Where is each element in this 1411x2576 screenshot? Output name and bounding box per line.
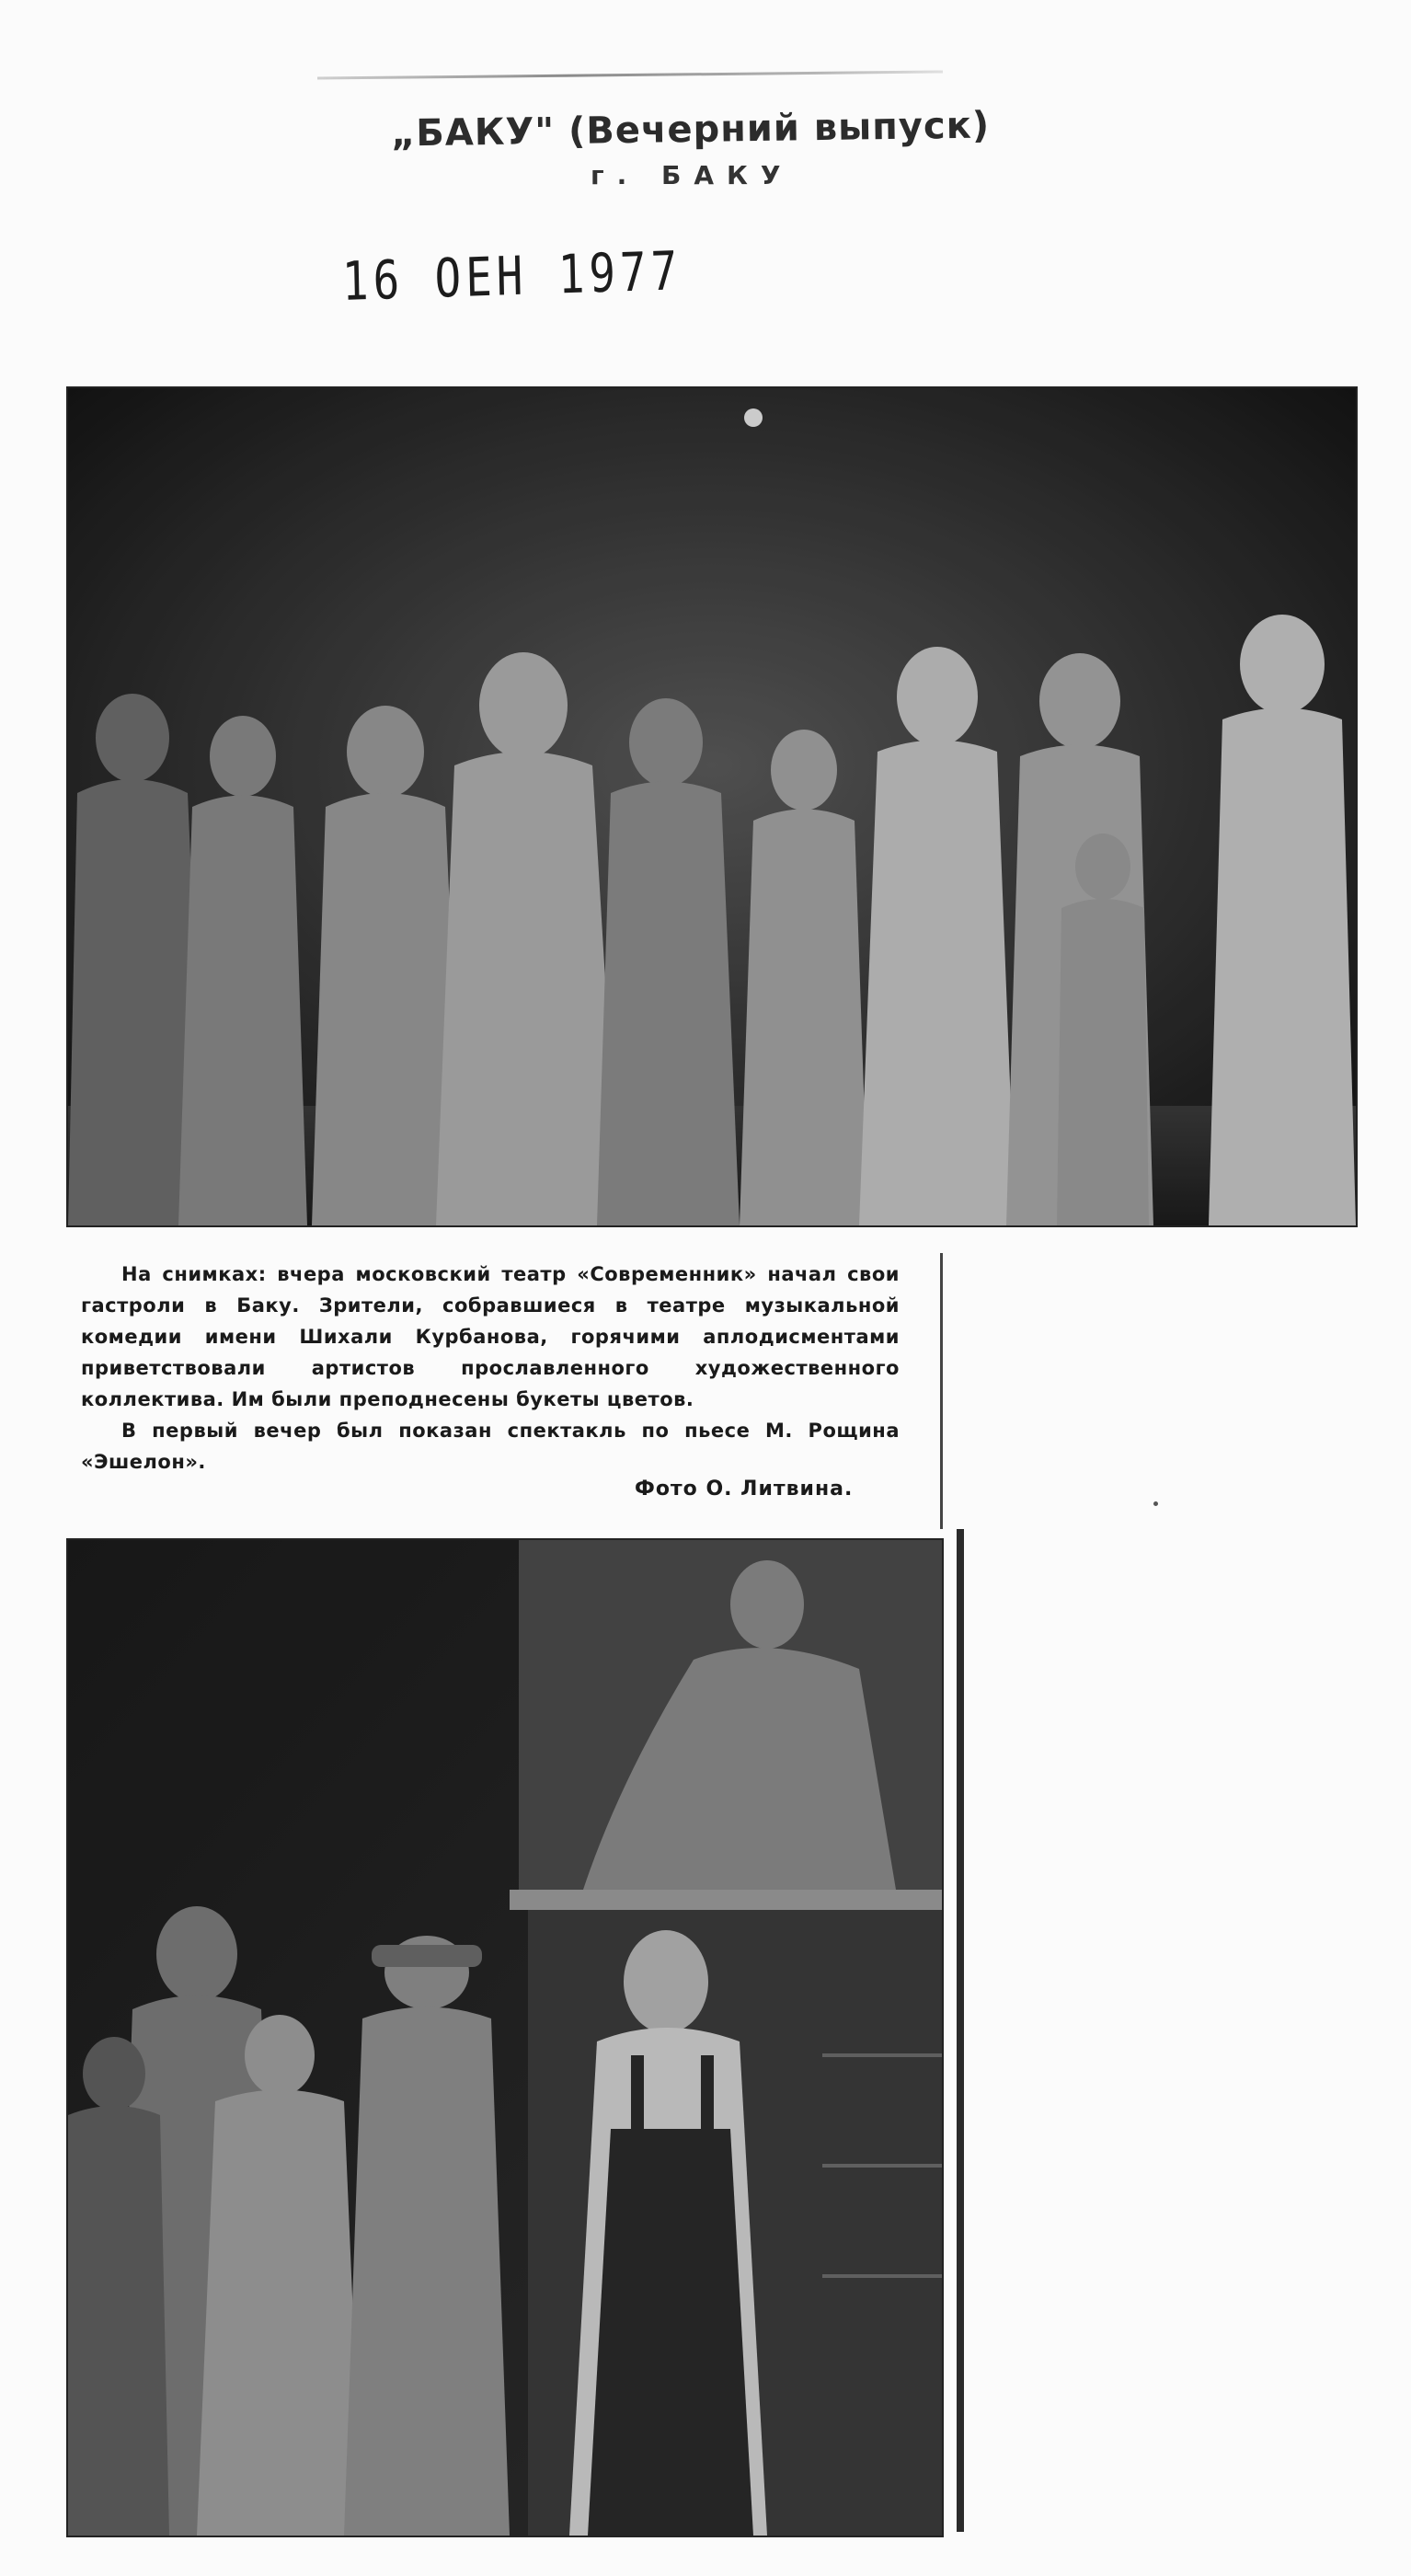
caption-paragraph-1: На снимках: вчера московский театр «Современник» начал свои гастроли в Баку. Зрители, собравшиеся в театре музыкальной комедии имени Шихали Курбанова, горячими аплодисментами приветствовали артистов прославленного художественного коллектива. Им были преподнесены букеты цветов. xyxy=(81,1263,900,1410)
photo-top-image xyxy=(68,388,1356,1225)
newspaper-stamp-city: г. БАКУ xyxy=(591,160,794,190)
photo-bottom-scene xyxy=(66,1538,944,2537)
photo-top-troupe xyxy=(66,386,1358,1227)
newspaper-stamp-title: „БАКУ" (Вечерний выпуск) xyxy=(390,104,991,155)
bottom-photo-edge-rule xyxy=(957,1529,964,2532)
stamp-rule xyxy=(317,70,943,79)
date-stamp: 16 ОЕН 1977 xyxy=(341,239,683,313)
ink-speck xyxy=(1153,1501,1158,1506)
photo-credit: Фото О. Литвина. xyxy=(635,1478,854,1501)
photo-bottom-image xyxy=(68,1540,942,2536)
photo-caption xyxy=(81,1259,900,1478)
caption-divider xyxy=(940,1253,943,1529)
caption-paragraph-2: В первый вечер был показан спектакль по пьесе М. Рощина «Эшелон». xyxy=(81,1420,900,1473)
